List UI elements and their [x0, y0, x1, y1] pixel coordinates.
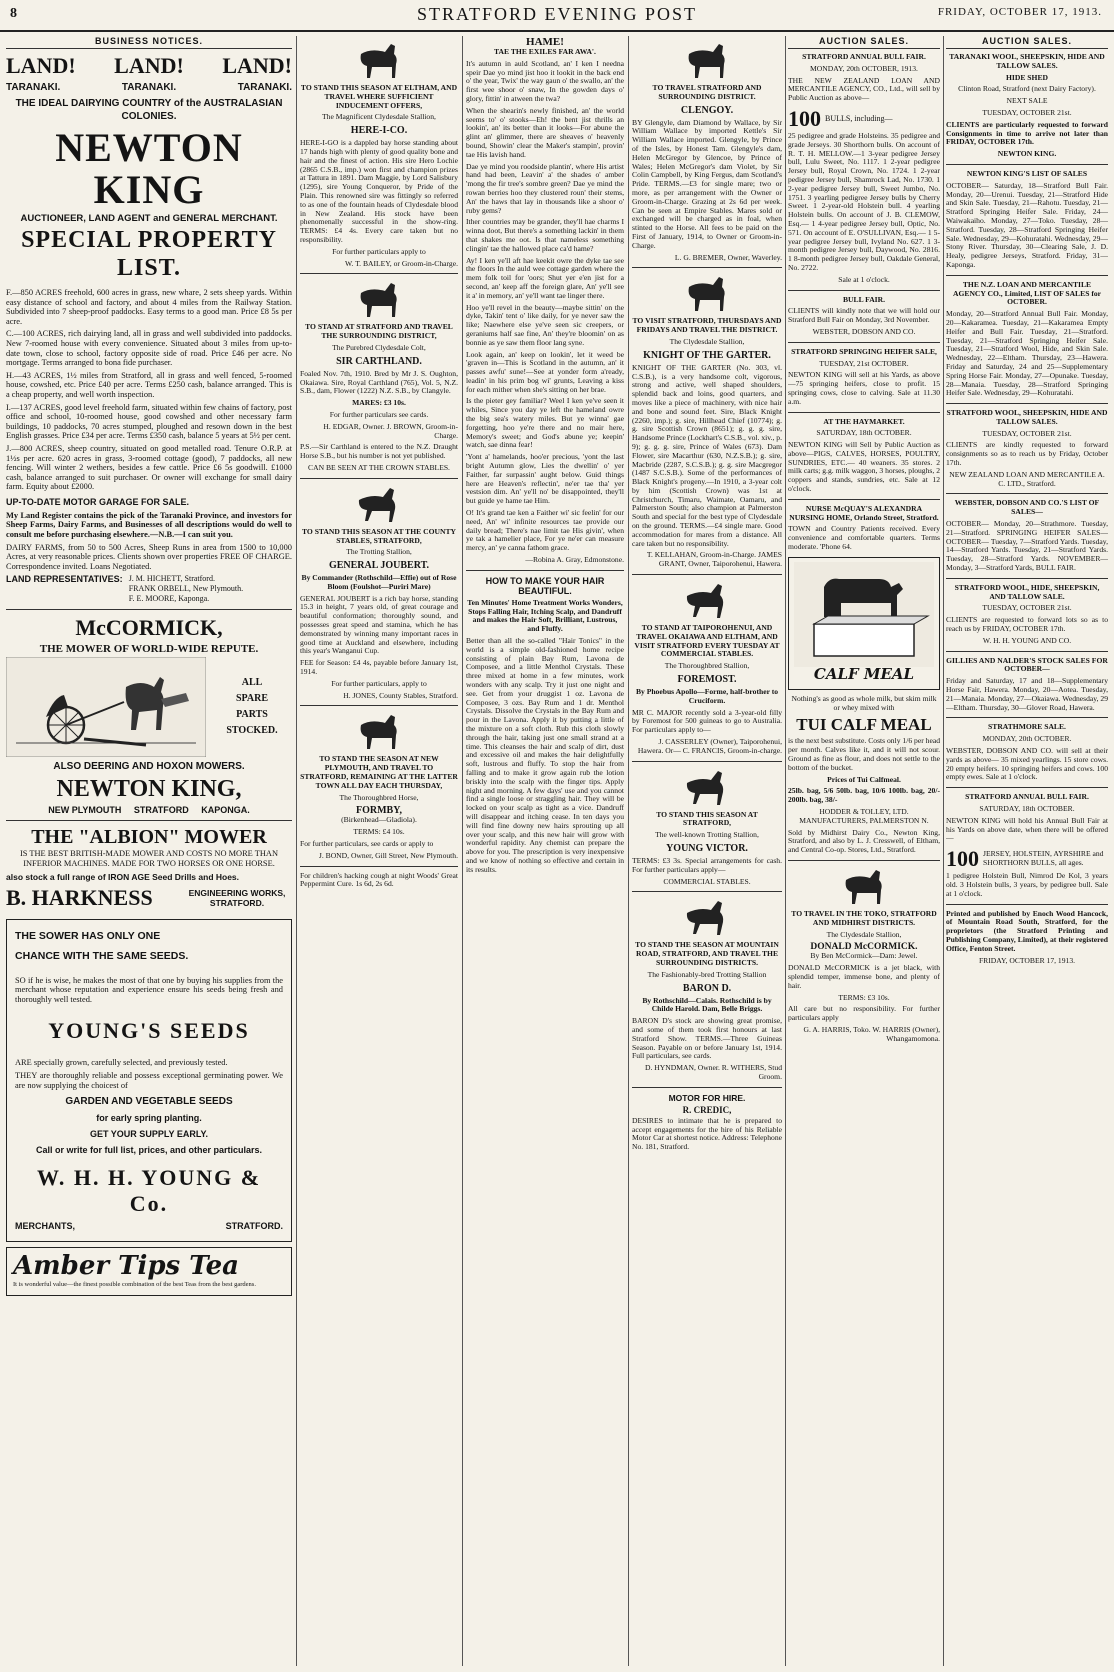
poem-stanza: Dae ye mind you roodside plantin', where His artist hand had been, Leavin' a' the shades o' amber 'mong the fir tree's sombre green? Dae ye mind the rowan berries hoo they clustered roun' their stems, An' the haws that lay in thousands like a shoor o' ruby gems? — [466, 161, 624, 215]
ad-terms: TERMS: £3 10s. — [838, 992, 890, 1002]
stallion-name: FOREMOST. — [677, 674, 737, 686]
column-auction-sales-2 — [946, 36, 1108, 1666]
hide-shed: HIDE SHED — [1006, 72, 1048, 82]
mower-illustration-block — [6, 657, 292, 757]
ad-subheading: The Thoroughbred Horse, — [339, 792, 419, 802]
sale-date: TUESDAY, OCTOBER 21st. — [982, 603, 1072, 613]
horse-icon — [349, 40, 409, 80]
sale-heading: TARANAKI WOOL, SHEEPSKIN, HIDE AND TALLOW SALES. — [949, 52, 1105, 70]
ad-breeding: By Phoebus Apollo—Forme, half-brother to Cruciform. — [635, 687, 779, 705]
ad-breeding: By Ben McCormick—Dam: Jewel. — [810, 951, 918, 961]
horse-icon — [677, 897, 737, 937]
sale-heading: BULL FAIR. — [842, 294, 886, 304]
page-number: 8 — [10, 6, 17, 21]
towns-line: NEW PLYMOUTH STRATFORD KAPONGA. — [48, 805, 250, 816]
ad-breeding: By Commander (Rothschild—Effie) out of Rose Bloom (Foulshot—Puriri Mare) — [301, 573, 457, 591]
ad-seen: CAN BE SEEN AT THE CROWN STABLES. — [308, 462, 450, 472]
stratford-word: STRATFORD. — [225, 1221, 283, 1232]
hair-body: Better than all the so-called "Hair Tonics" in the world is a simple old-fashioned home recipe consisting of plain Bay Rum, Lavona de Composee, and a little Menthol Crystals. These three mixed at home in a few minutes, work wonders with any scalp. Try it just one night and see. Get from your druggist 1 oz. Lavona de Composee, 3 ozs. Bay Rum and 1 dr. Menthol Crystals. Dissolve the Crystals in the Bay Rum and pour in the Lavona. Apply it by putting a little of the mixture on a soft cloth. Rub this cloth slowly through the hair, taking just one small strand at a time. This cleanses the hair and scalp of dirt, dust and excessive oil and makes the hair delightfully soft, lustrous and fluffy. To stop the hair from falling and to make it grow again rub the lotion briskly into the scalp with the finger tips. Apply night and morning. A few days' use and you cannot find a single loose or straggling hair. They will be locked on your scalp as tight as a vice. Dandruff will disappear and itching cease. In ten days you will find fine downy new hairs sprouting up all over your scalp, and this new hair will grow with wonderful rapidity. Any chemist can prepare the above for you. The prescription is very inexpensive and we know of nothing so effective and certain in its results. — [466, 636, 624, 874]
sale-body: THE NEW ZEALAND LOAN AND MERCANTILE AGENCY, CO., Ltd., will sell by Public Auction as above— — [788, 75, 940, 103]
ad-signature: D. HYNDMAN, Owner. R. WITHERS, Stud Groom. — [645, 1063, 782, 1081]
ad-body: Foaled Nov. 7th, 1910. Bred by Mr J. S. Oughton, Okaiawa. Sire, Royal Carthland (765), Vol. 5, N.Z. S.B., dam, Flower (1222) N.Z. S.B., by Clangyle. — [300, 368, 458, 396]
ad-subheading: The Magnificent Clydesdale Stallion, — [322, 112, 436, 122]
bulls-count — [946, 846, 1108, 872]
column-rule — [628, 36, 629, 1666]
ad-body: HERE-I-GO is a dappled bay horse standing about 17 hands high with plenty of good quality bone and hair and the finest of action. His sire Hero Lochie (2865 C.S.B., imp.) won first and champion prizes at Tattura in 1891. Dam Maggie, by Lord Salisbury (1295), sire Young Conqueror, by Pride of the Plain. This renowned sire was fittingly so referred to as one of the fountain heads of Clydesdale blood in New Zealand. His stock have been phenomenally successful in the show-ring. TERMS: £4 4s. Every care taken but no responsibility. — [300, 138, 458, 244]
nursing-home-heading: NURSE McQUAY'S ALEXANDRA NURSING HOME, Orlando Street, Stratford. — [789, 503, 939, 522]
horse-icon — [349, 484, 409, 524]
column-stallions-1 — [300, 36, 458, 1666]
ad-subheading: The Fashionably-bred Trotting Stallion — [647, 969, 767, 979]
ad-apply: For further particulars, apply to — [331, 678, 427, 688]
hair-heading: HOW TO MAKE YOUR HAIR BEAUTIFUL. — [485, 575, 605, 596]
ad-breeding: (Birkenhead—Gladiola). — [341, 815, 417, 825]
masthead — [0, 0, 1114, 32]
iron-age-line: also stock a full range of IRON AGE Seed Drills and Hoes. — [6, 871, 240, 882]
ad-signature: H. JONES, County Stables, Stratford. — [343, 690, 458, 700]
sale-signature: W. H. H. YOUNG AND CO. — [982, 635, 1072, 645]
bulls-number: 100 — [946, 846, 979, 872]
ad-subheading: The Clydesdale Stallion, — [669, 336, 745, 346]
ad-terms: TERMS: £3 3s. Special arrangements for cash. For further particulars apply— — [632, 856, 782, 874]
sale-heading: NEWTON KING'S LIST OF SALES — [966, 168, 1088, 178]
peppermint-cure-ad: For children's hacking cough at night Woods' Great Peppermint Cure. 1s 6d, 2s 6d. — [300, 870, 458, 889]
poem-author: —Robina A. Gray, Edmonstone. — [525, 555, 624, 565]
rep-name: F. E. MOORE, Kaponga. — [128, 594, 210, 604]
column-business-notices — [6, 36, 292, 1666]
poem-stanza: Ither countries may be grander, they'll hae charms I winna doot, But there's a something lackin' in them that shakes me oot. Is that nameless something clingin' tae the hallowed place ca'd hame? — [466, 217, 624, 253]
bulls-label: BULLS, including— — [825, 114, 893, 124]
ad-body: BARON D's stock are showing great promise, and some of them took first honours at last Stratford Show. TERMS.—Three Guineas Season. Payable on or before January 1st, 1914. Full particulars, see cards. — [632, 1016, 782, 1061]
sale-list: 25 pedigree and grade Holsteins. 35 pedigree and grade Jerseys. 30 Shorthorn bulls. On account of R. T. H. MELLOW.—1 3-year pedigree Jersey bull, Lulu Sweet, No. 1117. 1 2-year pedigree Jersey bull, Royal Crown, No. 1724. 1 2-year pedigree Jersey bull, Shamrock Lad, No. 1730. 1 2-year pedigree Jersey bull, Sweet Jumbo, No. 1751. 3 yearling pedigree Jersey bulls by Cherry Sweet. 1 2-year-old Holstein bull. 4 yearling Holstein bulls. On account of J. B. CLEMOW, Esq.— 1 4-year pedigree Jersey bull, Optic, No. 571. On account of E. O'SULLIVAN, Esq.— 1 5-year pedigree Jersey bull, Ivyland No. 627. 1 3-month pedigree Jersey bull, Daywood, No. 2816. 1 8-month pedigree Jersey bull, Oakdale General, No. 2722. — [788, 130, 940, 272]
sale-heading: WEBSTER, DOBSON AND CO.'S LIST OF SALES— — [954, 498, 1100, 517]
albion-text: IS THE BEST BRITISH-MADE MOWER AND COSTS NO MORE THAN INFERIOR MACHINES. MADE FOR TWO HORSES OR ONE HORSE. — [19, 849, 278, 869]
spring-planting: for early spring planting. — [96, 1113, 202, 1124]
spare-word: SPARE — [235, 693, 269, 705]
ad-body: GENERAL JOUBERT is a rich bay horse, standing 15.3 in height, 7 years old, of great courage and beautiful conformation; thoroughly sound, and possesses great speed and stamina, which he has demonstrated by winning many important races in good time at Auckland and elsewhere, including this year's Wanganui Cup. — [300, 593, 458, 656]
sale-body: CLIENTS are requested to forward lots so as to reach us by FRIDAY, OCTOBER 17th. — [946, 615, 1108, 634]
sower-line-2: CHANCE WITH THE SAME SEEDS. — [15, 949, 189, 962]
sale-date: TUESDAY, OCTOBER 21st. — [982, 107, 1072, 117]
stallion-name: DONALD McCORMICK. — [810, 942, 918, 953]
next-sale: NEXT SALE — [1006, 96, 1048, 106]
stallion-name: YOUNG VICTOR. — [666, 843, 748, 855]
poem-title: HAME! — [526, 36, 564, 48]
property-item: J.—800 ACRES, sheep country, situated on good metalled road. Tenure O.R.P. at 1½s per acre. 620 acres in grass, 3-roomed cottage (good), 7 paddocks, all new fencing. Will winter 2 wethers, besides a few cattle. Price £6 5s goodwill. £1000 cash, balance arranged to suit purchaser. Or owner will exchange for small dairy farm. Equity about £2000. — [6, 443, 292, 492]
spare-word: ALL — [241, 677, 263, 689]
sale-signature: NEWTON KING. — [997, 149, 1057, 159]
ad-heading: TO STAND THIS SEASON AT THE COUNTY STABLES, STRATFORD, — [301, 526, 457, 545]
ad-signature: COMMERCIAL STABLES. — [663, 876, 751, 886]
ad-care: All care but no responsibility. For further particulars apply — [788, 1004, 940, 1023]
albion-mower-title: THE "ALBION" MOWER — [31, 826, 267, 849]
horse-icon — [677, 580, 737, 620]
ad-signature: J. BOND, Owner, Gill Street, New Plymouth. — [318, 850, 458, 860]
tui-calf-meal-title: TUI CALF MEAL — [796, 715, 932, 735]
harkness-block — [6, 885, 292, 911]
section-header: AUCTION SALES. — [946, 36, 1108, 49]
ad-subheading: The Thoroughbred Stallion, — [664, 661, 750, 671]
harkness-sub: ENGINEERING WORKS, STRATFORD. — [188, 887, 286, 908]
ad-signature: W. T. BAILEY, or Groom-in-Charge. — [344, 258, 458, 268]
horse-icon — [349, 711, 409, 751]
sale-heading: THE N.Z. LOAN AND MERCANTILE AGENCY CO., Limited, LIST OF SALES for OCTOBER. — [952, 279, 1102, 307]
sale-body: NEWTON KING will hold his Annual Bull Fair at his Yards on above date, when there will be offered— — [946, 815, 1108, 843]
sale-date: TUESDAY, OCTOBER 21st. — [982, 428, 1072, 438]
garden-seeds: GARDEN AND VEGETABLE SEEDS — [65, 1096, 233, 1108]
sale-date: MONDAY, 20th OCTOBER. — [982, 734, 1072, 744]
prices-heading: Prices of Tui Calfmeal. — [827, 774, 901, 784]
poem-stanza: Is the pieter gey familiar? Weel I ken ye've seen it whiles, Since you day ye left the hameland owre the big sea's watery miles. But ye winna' gae forgetting, hoo ye're there and no mair here, Memory's sweet; and God's abune ye; keepin' watch, sae dinna fear! — [466, 396, 624, 450]
special-property-list: SPECIAL PROPERTY LIST. — [21, 227, 277, 281]
prices-list: 25lb. bag, 5/6 50lb. bag, 10/6 100lb. bag, 20/- 200lb. bag, 38/- — [788, 786, 940, 805]
issue-date: FRIDAY, OCTOBER 17, 1913. — [937, 6, 1102, 18]
rep-name: FRANK ORBELL, New Plymouth. — [128, 584, 244, 594]
sale-date: SATURDAY, 18th OCTOBER. — [979, 803, 1075, 813]
merchants-word: MERCHANTS, — [15, 1221, 75, 1232]
spare-word: PARTS — [236, 709, 268, 721]
stallion-name: CLENGOY. — [680, 104, 734, 116]
sale-date: TUESDAY, 21st OCTOBER. — [819, 358, 909, 368]
youngs-seeds-ad — [6, 919, 292, 1243]
taranaki-word: TARANAKI. — [237, 82, 292, 93]
calf-meal-box-icon — [794, 562, 934, 667]
stallion-name: HERE-I-CO. — [350, 125, 408, 137]
sower-line-1: THE SOWER HAS ONLY ONE — [15, 929, 161, 942]
ad-ps: P.S.—Sir Carthland is entered to the N.Z. Draught Horse S.B., but his number is not yet published. — [300, 442, 458, 461]
tui-lead: Nothing's as good as whole milk, but skim milk or whey mixed with — [791, 693, 937, 712]
sale-heading: STRATFORD WOOL, HIDE, SHEEPSKIN, AND TALLOW SALE. — [954, 582, 1100, 601]
hide-shed-location: Clinton Road, Stratford (next Dairy Factory). — [958, 84, 1096, 94]
stallion-name: BARON D. — [682, 982, 732, 994]
sale-signature: WEBSTER, DOBSON AND CO. — [812, 326, 916, 336]
land-word: LAND! — [6, 53, 76, 78]
sale-list: OCTOBER— Saturday, 18—Stratford Bull Fair. Monday, 20—Urenui. Tuesday, 21—Stratford Hide and Skin Sale. Tuesday, 21—Rahotu. Tuesday, 21—Stratford Springing Heifer Sale. Friday, 24—Waiwakaiho. Monday, 27—Toko. Tuesday, 28—Stratford. Tuesday, 28—Stratford Springing Heifer Sale. Wednesday, 29—Kohuratahi. Wednesday, 29—Stony River. Thursday, 30—Clearing Sale, J. D. Healy, pedigree Jerseys, Stratford. Friday, 31—Kaponga. — [946, 180, 1108, 269]
sale-heading: AT THE HAYMARKET. — [823, 416, 905, 426]
ad-signature: J. CASSERLEY (Owner), Taiporohenui, Hawera. Or— C. FRANCIS, Groom-in-charge. — [637, 737, 782, 755]
newton-king-title: NEWTON KING — [55, 125, 243, 212]
bulls-label: JERSEY, HOLSTEIN, AYRSHIRE and SHORTHORN BULLS, all ages. — [983, 849, 1104, 868]
sale-heading: STRATFORD ANNUAL BULL FAIR. — [965, 792, 1089, 802]
stallion-name: FORMBY, — [355, 805, 403, 817]
ideal-dairying: THE IDEAL DAIRYING COUNTRY of the AUSTRALASIAN COLONIES. — [15, 98, 283, 122]
mccormick-title: McCORMICK, — [75, 615, 223, 641]
sold-by: Sold by Midhirst Dairy Co., Newton King, Stratford, and also by L. J. Cresswell, of Eltham, and Central Co-op. Stores, Ltd., Stratford. — [788, 827, 940, 855]
youngs-text-2: THEY are thoroughly reliable and possess exceptional germinating power. We are now supplying the choicest of — [15, 1071, 283, 1090]
harkness-name: B. HARKNESS — [6, 884, 153, 910]
stallion-name: SIR CARTHLAND. — [336, 355, 422, 367]
reps-list — [129, 574, 243, 604]
ad-subheading: The Clydesdale Stallion, — [826, 929, 902, 939]
ad-body: KNIGHT OF THE GARTER (No. 303, vl. C.S.B.), is a very handsome colt, vigorous, strong and active, well shaped shoulders, splendid back and loins, good quarters, and moves like a piece of machinery, with nice hair and bone and sound feet. Sire, Black Knight (2260, imp.); g. sire, Hillhead Chief (10774); g. g. sire Scottish Crown (8651); g. g. g. sire, Handsome Prince (Lockhart's C.S.B., vol. xiv., p. 9); g. g. g. sire, Prince of Wales (673). Dam Flower, sire Macarthur (630, N.Z.S.B.); g. sire, Macbride (2287, S.C.S.B.); g. g. sire Macgregor (1487 S.C.S.B.). Some of the performances of Black Knight's progeny.—In 1910, a 3-year colt by him (Scottish Crown) was 1st at Christchurch, Timaru, Waimate, Oamaru, and Palmerston South; also champion at Palmerston South and special for the best type of Clydesdale on the ground. TERMS.—£4 single mare. Good accommodation for mares from a distance. All care taken but no responsibility. — [632, 362, 782, 548]
youngs-seeds-title: YOUNG'S SEEDS — [48, 1018, 250, 1044]
calf-meal-logo: CALF MEAL — [813, 664, 915, 683]
ad-body: MR C. MAJOR recently sold a 3-year-old filly by Foremost for 500 guineas to go to Australia. For particulars apply to— — [632, 707, 782, 735]
property-item: H.—43 ACRES, 1½ miles from Stratford, all in grass and well fenced, 5-roomed house, cowshed, etc. Price £40 per acre. Terms £250 cash, balance arranged. This is a cheap property, and well worth inspection. — [6, 370, 292, 399]
spare-word: STOCKED. — [226, 725, 278, 737]
column-rule — [943, 36, 944, 1666]
hair-subheading: Ten Minutes' Home Treatment Works Wonders, Stops Falling Hair, Itching Scalp, and Dandruff and makes the Hair Soft, Brilliant, Lustrous, and Fluffy. — [467, 597, 623, 634]
young-co-name: W. H. H. YOUNG & Co. — [36, 1165, 262, 1217]
horse-icon — [677, 40, 737, 80]
sale-date: SATURDAY, 18th OCTOBER. — [816, 428, 912, 438]
sale-list: Monday, 20—Stratford Annual Bull Fair. Monday, 20—Kakaramea. Tuesday, 21—Kakaramea Empty Heifer and Bull Fair. Tuesday, 21—Stratford. Tuesday, 21—Stratford Springing Heifer Sale. Tuesday, 21—Stratford Wool, Hide, and Skin Sale. Wednesday, 22—Eltham. Thursday, 23—Hawera. Friday and Saturday, 24 and 25—Supplementary Spring Horse Fair. Monday, 27—Opunake. Tuesday, 28—Manaia. Tuesday, 28—Stratford Springing Heifer Sale. Wednesday, 29—Kohuratahi. — [946, 309, 1108, 398]
ad-heading: TO TRAVEL IN THE TOKO, STRATFORD AND MIDHIRST DISTRICTS. — [791, 909, 937, 927]
newspaper-title: STRATFORD EVENING POST — [416, 4, 698, 24]
amber-tips-sub: It is wonderful value—the finest possible combination of the best Teas from the best gardens. — [13, 1281, 256, 1289]
land-heading — [6, 53, 292, 79]
sale-body: NEWTON KING will sell at his Yards, as above—75 springing heifers, close to profit. 15 springing cows, close to calving. Sale at 11.30 a.m. — [788, 370, 940, 406]
property-item: I.—137 ACRES, good level freehold farm, situated within few chains of factory, post office and school, 10-roomed house, good cowshed and other necessary farm buildings, 10 paddocks, 70 acres stumped, ploughed and resown down in the best English grasses. Price £34 per acre. Terms £350 cash, balance 5 years at 5½ per cent. — [6, 402, 292, 441]
newton-king-2: NEWTON KING, — [56, 776, 242, 803]
motor-hire-heading: MOTOR FOR HIRE. — [668, 1092, 746, 1103]
youngs-text-1: ARE specially grown, carefully selected, and previously tested. — [15, 1058, 228, 1068]
credic-body: DESIRES to intimate that he is prepared to accept engagements for the hire of his Reliable Motor Car at shortest notice. Address: Telephone No. 181, Stratford. — [632, 1115, 782, 1152]
amber-tips-logo: Amber Tips Tea — [13, 1251, 240, 1282]
ad-terms: MARES: £3 10s. — [352, 398, 406, 408]
dairy-farms-text: DAIRY FARMS, from 50 to 500 Acres, Sheep Runs in area from 1500 to 10,000 Acres, at very reasonable prices. Clients shown over properties FREE OF CHARGE. Correspondence invited. Loans Negotiated. — [6, 542, 292, 571]
ad-signature: T. KELLAHAN, Groom-in-Charge. JAMES GRANT, Owner, Taiporohenui, Hawera. — [646, 550, 782, 569]
land-register-text: My Land Register contains the pick of the Taranaki Province, and investors for Sheep Farms, Dairy Farms, and Businesses of all descriptions would do well to consult me before purchasing elsewhere.—N.B.—I can suit you. — [6, 510, 292, 540]
ad-subheading: The well-known Trotting Stallion, — [655, 830, 759, 840]
ad-heading: TO STAND THE SEASON AT NEW PLYMOUTH, AND TRAVEL TO STRATFORD, REMAINING AT THE LATTER TOWN ALL DAY EACH THURSDAY, — [300, 754, 458, 790]
imprint-date: FRIDAY, OCTOBER 17, 1913. — [978, 955, 1076, 965]
ad-signature: H. EDGAR, Owner. J. BROWN, Groom-in-Charge. — [323, 421, 458, 440]
sale-heading: STRATFORD SPRINGING HEIFER SALE, — [791, 346, 937, 356]
tui-body: is the next best substitute. Costs only 1/6 per head per month. Calves like it, and it will not scour. Ground as fine as flour, and does not settle to the bottom of the bucket. — [788, 736, 940, 772]
land-word: LAND! — [114, 53, 184, 78]
ad-heading: TO STAND THIS SEASON AT STRATFORD, — [656, 809, 758, 828]
sale-body: NEWTON KING will Sell by Public Auction as above—PIGS, CALVES, HORSES, POULTRY, SUNDRIES, ETC.— 40 weaners. 35 stores. 2 milk carts; g.g. milk waggon, 3 horses, ploughs, 2 coppers and stands, sundries, etc. Sale at 12 o'clock. — [788, 440, 940, 494]
ad-heading: TO TRAVEL STRATFORD AND SURROUNDING DISTRICT. — [652, 83, 762, 101]
sale-body: CLIENTS are kindly requested to forward consignments so as to reach us by Friday, October 17th. — [946, 440, 1108, 468]
ad-body: DONALD McCORMICK is a jet black, with splendid temper, immense bone, and plenty of hair. — [788, 963, 940, 990]
taranaki-word: TARANAKI. — [121, 82, 177, 93]
motor-garage-heading: UP-TO-DATE MOTOR GARAGE FOR SALE. — [6, 496, 190, 507]
poem-stanza: 'Yont a' hamelands, hoo'er precious, 'yont the last bright Autumn glow, Lies the dwellin' o' yer Faither, far surpassin' aught below. Guid things here are Heaven's reflectin', ne'er tae tha' yer vestsion dim. An' ye'll no' be disappointed, they'll but guide ye hame tae Him. — [466, 452, 624, 506]
mower-repute: THE MOWER OF WORLD-WIDE REPUTE. — [39, 643, 259, 656]
ad-cards: For further particulars see cards. — [329, 409, 429, 419]
stallion-name: GENERAL JOUBERT. — [328, 560, 430, 572]
get-supply-early: GET YOUR SUPPLY EARLY. — [89, 1129, 209, 1140]
ad-heading: TO VISIT STRATFORD, THURSDAYS AND FRIDAYS AND TRAVEL THE DISTRICT. — [632, 316, 782, 335]
credic-name: R. CREDIC, — [682, 1104, 732, 1115]
ad-cards: For further particulars, see cards or apply to — [300, 839, 434, 849]
horse-icon — [834, 866, 894, 906]
amber-tips-tea-ad — [6, 1247, 292, 1296]
land-representatives — [6, 574, 292, 604]
column-rule — [785, 36, 786, 1666]
ad-breeding: By Rothschild—Calais. Rothschild is by Childe Harold. Dam, Belle Briggs. — [642, 995, 772, 1014]
merchants-line — [15, 1221, 283, 1231]
sale-list: Friday and Saturday, 17 and 18—Supplementary Horse Fair, Hawera. Monday, 20—Aotea. Tuesday, 21—Manaia. Monday, 27—Okaiawa. Wednesday, 29—Eltham. Thursday, 30—Glover Road, Hawera. — [946, 676, 1108, 712]
bulls-number: 100 — [788, 105, 821, 131]
column-rule — [462, 36, 463, 1666]
spare-parts — [212, 675, 292, 739]
sale-date: MONDAY, 20th OCTOBER, 1913. — [810, 63, 918, 73]
ad-signature: G. A. HARRIS, Toko. W. HARRIS (Owner), Whangamomona. — [803, 1024, 940, 1043]
poem-subtitle: TAE THE EXILES FAR AWA'. — [494, 47, 596, 56]
bulls-count — [788, 106, 940, 132]
column-stallions-2 — [632, 36, 782, 1666]
column-auction-sales-1 — [788, 36, 940, 1666]
column-rule — [296, 36, 297, 1666]
sale-body: CLIENTS will kindly note that we will hold our Stratford Bull Fair on Monday, 3rd November. — [788, 306, 940, 325]
ad-apply: For further particulars apply to — [332, 246, 426, 256]
taranaki-line — [6, 82, 292, 93]
ad-heading: TO STAND THIS SEASON AT ELTHAM, AND TRAVEL WHERE SUFFICIENT INDUCEMENT OFFERS, — [300, 83, 458, 110]
stallion-name: KNIGHT OF THE GARTER. — [643, 349, 771, 361]
horse-icon — [349, 279, 409, 319]
sale-heading: GILLIES AND NALDER'S STOCK SALES FOR OCTOBER— — [946, 655, 1108, 674]
ad-heading: TO STAND AT STRATFORD AND TRAVEL THE SURROUNDING DISTRICT, — [305, 322, 453, 341]
column-poem-and-hair — [466, 36, 624, 1666]
hodder-tolley: HODDER & TOLLEY, LTD. MANUFACTURERS, PALMERSTON N. — [799, 807, 929, 825]
auctioneer-line: AUCTIONEER, LAND AGENT and GENERAL MERCHANT. — [20, 213, 278, 224]
ad-body: BY Glengyle, dam Diamond by Wallace, by Sir William Wallace by imported Kettle's Sir William Wallace imported. Glengyle, by Prince of the Isles, by Honest Tam. Glengyle's dam, Helen McGregor by Glencoe, by Prince of Wales; Helen McGregor's dam Violet, by Sir Colin Campbell, by King Fergus, dam Scotland's Pride. TERMS.—£3 for single mare; two or more, as per arrangement with the Owner or Groom-in-Charge. Grazing at 2s 6d per week. Can be seen at Empire Stables. Mares sold or exchanged will be charged as in foal, when stinted to the Horse. All fees to be paid on the First of January, 1914, to Owner or Groom-in-Charge. — [632, 117, 782, 250]
poem-stanza: Ay! I ken ye'll aft hae keekit owre the dyke tae see the floors In the auld wee cottage garden where the mem folk toil for 'oors; Shut yer e'en jist for a second, an' keep aff the foreign glare, An' ye'll see it a' in memory, an' ye'll want tae linger there. — [466, 255, 624, 300]
sale-signature: NEW ZEALAND LOAN AND MERCANTILE A. C. LTD., Stratford. — [949, 469, 1105, 488]
imprint: Printed and published by Enoch Wood Hancock, of Mountain Road South, Stratford, for the proprietors (the Stratford Printing and Publishing Company, Limited), at their registered Office, Fenton Street. — [946, 908, 1108, 953]
call-or-write: Call or write for full list, prices, and other particulars. — [35, 1145, 263, 1156]
poem-stanza: Hoo ye'll revel in the beauty—maybe sittin' on the dyke, Takin' tent o' like daily, for ye never saw the like; Naewhere else ye've seen sic creepers, or geraniums half sae fine, An' they're bloomin' on as bonnie as ye saw them floor lang syne. — [466, 302, 624, 347]
poem-stanza: It's autumn in auld Scotland, an' I ken I needna speir Dae yo mind jist hoo it lookit in the back end o' the year, Twix' the way gaun o' the swallo, an' the first wee shoor o' snaw, In the gowden days o' glory, fittin' in atween the twa? — [466, 58, 624, 103]
taranaki-word: TARANAKI. — [6, 82, 61, 93]
mower-horse-icon — [6, 657, 206, 757]
horse-icon — [677, 273, 737, 313]
ad-heading: TO STAND THE SEASON AT MOUNTAIN ROAD, STRATFORD, AND TRAVEL THE SURROUNDING DISTRICTS. — [635, 940, 779, 967]
horse-icon — [677, 767, 737, 807]
sale-heading: STRATFORD WOOL, SHEEPSKIN, HIDE AND TALLOW SALES. — [946, 408, 1108, 426]
poem-stanza: Look again, an' keep on lookin', let it weed be 'graven in—This is Scotland in the autumn, an' it passes awfu' sune!—See at yonder form a'ready, leadin' in his prim bog wi' grunts, Leaving a kiss for each mither when she's sitting on her brae. — [466, 349, 624, 394]
poem-stanza: When the shearin's newly finished, an' the world seems to' o' stooks—Eh! the bent jist thrills an lookin', an' its better than it looks—For abune the glint an' glimmer, there are sheaves o' heavenly bound, Showin' clear the Maker's stampin', provin' tae His lavish hand. — [466, 105, 624, 159]
sale-list: OCTOBER— Monday, 20—Strathmore. Tuesday, 21—Stratford. SPRINGING HEIFER SALES— OCTOBER— Tuesday, 7—Stratford Yards. Tuesday, 14—Stratford Yards. Tuesday, 21—Stratford Yards. Tuesday, 28—Stratford Yards. NOVEMBER— Monday, 3—Stratford Yards, BULL FAIR. — [946, 519, 1108, 573]
sale-body: CLIENTS are particularly requested to forward Consignments in time to arrive not later than FRIDAY, OCTOBER 17th. — [946, 119, 1108, 147]
reps-label: LAND REPRESENTATIVES: — [6, 574, 123, 585]
land-word: LAND! — [222, 53, 292, 78]
ad-heading: TO STAND AT TAIPOROHENUI, AND TRAVEL OKAIAWA AND ELTHAM, AND VISIT STRATFORD EVERY TUESDAY AT COMMERCIAL STABLES. — [634, 623, 780, 659]
tui-calf-meal-ad — [788, 557, 940, 690]
property-item: F.—850 ACRES freehold, 600 acres in grass, new whare, 2 sets sheep yards. Within easy distance of school and factory, and about 4 miles from the Railway Station. Subdivided into 7 sheep-proof paddocks. Easy terms to a good man. Price £8 5s per acre. — [6, 288, 292, 326]
section-header: AUCTION SALES. — [788, 36, 940, 49]
ad-subheading: The Trotting Stallion, — [346, 547, 412, 557]
ad-subheading: The Purebred Clydesdale Colt, — [332, 342, 426, 352]
poem-stanza: O! It's grand tae ken a Faither wi' sic feelin' for our need, An' wi' infinite resources tae provide our daily bread; There's nae limit tae His givin', when ye tak a hamelier place, For ye ne'er can measure mercy, an' ye canna fathom grace. — [466, 508, 624, 553]
nursing-home-body: TOWN and Country Patients received. Every convenience and comfortable quarters. Terms moderate. 'Phone 64. — [788, 524, 940, 552]
sale-list: 1 pedigree Holstein Bull, Nimrod De Kol, 3 years old. 3 Holstein bulls, 3 years, by pedigree bull. Sale at 1 o'clock. — [946, 871, 1108, 898]
rep-name: J. M. HICHETT, Stratford. — [128, 574, 215, 584]
ad-terms: TERMS: £4 10s. — [353, 827, 405, 837]
deering-hoxon: ALSO DEERING AND HOXON MOWERS. — [53, 761, 245, 773]
sale-heading: STRATFORD ANNUAL BULL FAIR. — [802, 52, 926, 61]
ad-fee: FEE for Season: £4 4s, payable before January 1st, 1914. — [300, 658, 458, 677]
sale-time: Sale at 1 o'clock. — [838, 274, 890, 284]
sower-text: SO if he is wise, he makes the most of that one by buying his supplies from the merchant whose reputation and experience ensure his seeds being fresh and thoroughly well tested. — [15, 975, 283, 1004]
ad-signature: L. G. BREMER, Owner, Waverley. — [674, 252, 782, 262]
property-item: C.—100 ACRES, rich dairying land, all in grass and well subdivided into paddocks. New 7-roomed house with every convenience. Situated about 3 miles from up-to-date town, close to school, factory opposite side of road. Price £46 per acre. No mortgage. Terms arranged to bona fide purchaser. — [6, 329, 292, 368]
section-header: BUSINESS NOTICES. — [6, 36, 292, 49]
sale-heading: STRATHMORE SALE. — [988, 722, 1066, 732]
sale-body: WEBSTER, DOBSON AND CO. will sell at their yards as above— 35 mixed yearlings. 15 store cows. 20 empty heifers. 10 springing heifers and cows. 100 empty ewes. Sale at 1 o'clock. — [946, 746, 1108, 782]
